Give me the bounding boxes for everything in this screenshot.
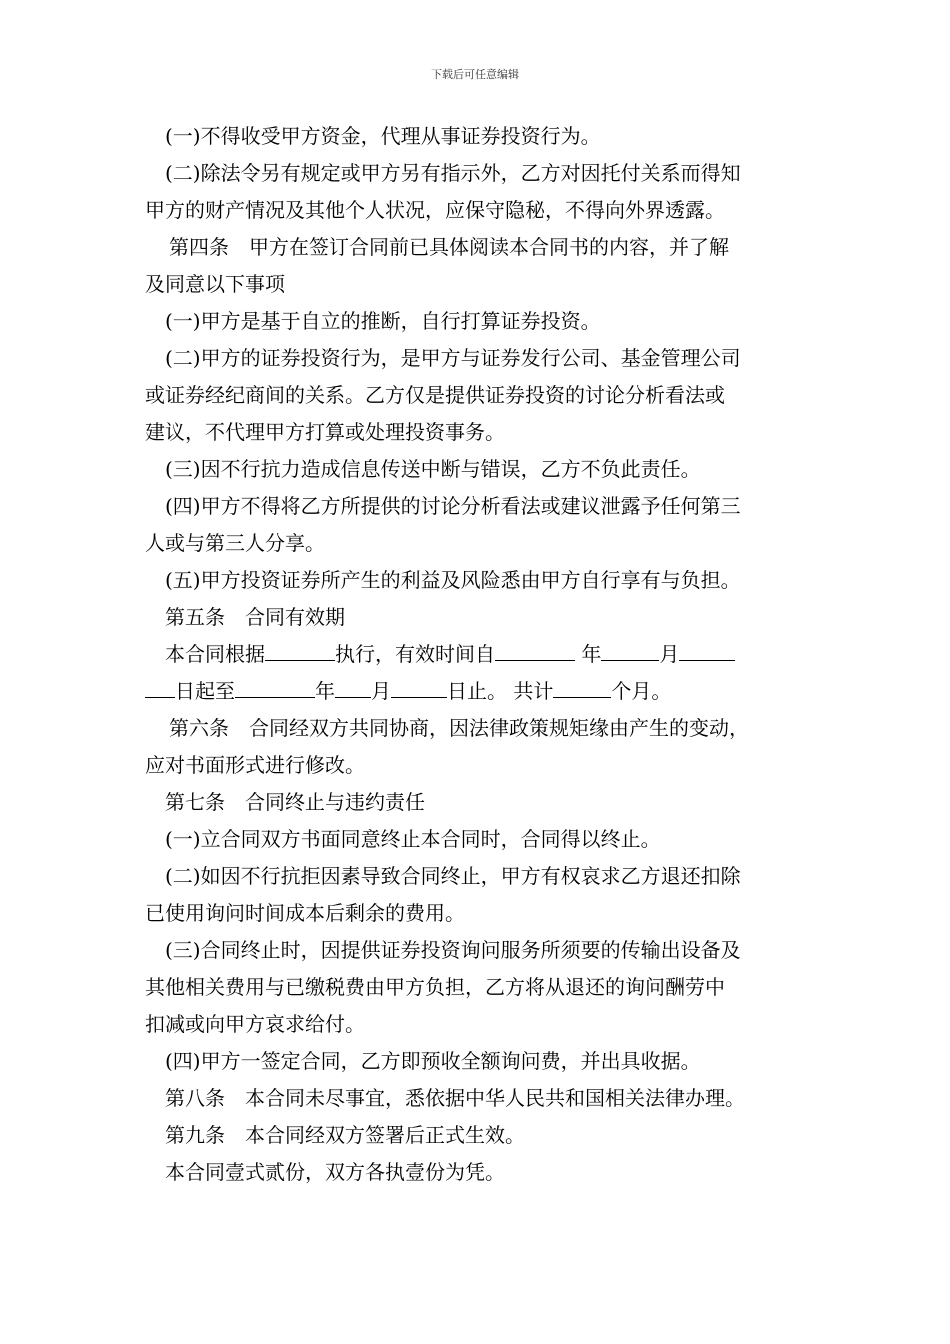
validity-text: 年 [575, 642, 602, 666]
validity-text: 年 [315, 679, 335, 703]
end-day-blank[interactable] [391, 675, 447, 698]
clause-line: 人或与第三人分享。 [145, 531, 325, 555]
validity-text: 本合同根据 [165, 642, 265, 666]
clause-line: (一)立合同双方书面同意终止本合同时，合同得以终止。 [165, 827, 661, 851]
basis-blank[interactable] [265, 638, 335, 661]
closing-line: 本合同壹式贰份，双方各执壹份为凭。 [165, 1160, 505, 1184]
clause-line: 扣减或向甲方哀求给付。 [145, 1012, 365, 1036]
start-year-blank[interactable] [495, 638, 575, 661]
clause-line: 及同意以下事项 [145, 272, 285, 296]
article-heading: 第八条 本合同未尽事宜，悉依据中华人民共和国相关法律办理。 [165, 1086, 745, 1110]
clause-line: (四)甲方一签定合同，乙方即预收全额询问费，并出具收据。 [165, 1049, 701, 1073]
clause-line: (二)如因不行抗拒因素导致合同终止，甲方有权哀求乙方退还扣除 [165, 864, 741, 888]
clause-line: 应对书面形式进行修改。 [145, 753, 365, 777]
clause-line: (一)不得收受甲方资金，代理从事证券投资行为。 [165, 124, 601, 148]
validity-text: 月 [371, 679, 391, 703]
article-heading: 第九条 本合同经双方签署后正式生效。 [165, 1123, 525, 1147]
clause-line: (三)因不行抗力造成信息传送中断与错误，乙方不负此责任。 [165, 457, 701, 481]
validity-text: 月 [659, 642, 680, 666]
clause-line: 其他相关费用与已缴税费由甲方负担，乙方将从退还的询问酬劳中 [145, 975, 725, 999]
clause-line: (二)甲方的证券投资行为，是甲方与证券发行公司、基金管理公司 [165, 346, 741, 370]
page-header: 下载后可任意编辑 [431, 68, 519, 81]
clause-line: 甲方的财产情况及其他个人状况，应保守隐秘，不得向外界透露。 [145, 198, 725, 222]
validity-text: 日起至 [175, 679, 235, 703]
validity-line-1 [145, 636, 825, 673]
clause-line: (二)除法令另有规定或甲方另有指示外，乙方对因托付关系而得知 [165, 161, 741, 185]
document-body [145, 118, 825, 1191]
clause-line: (一)甲方是基于自立的推断，自行打算证券投资。 [165, 309, 601, 333]
validity-text: 执行，有效时间自 [335, 642, 495, 666]
clause-line: 或证券经纪商间的关系。乙方仅是提供证券投资的讨论分析看法或 [145, 383, 725, 407]
article-heading: 第四条 甲方在签订合同前已具体阅读本合同书的内容，并了解 [169, 235, 729, 259]
validity-text: 日止。 共计 [447, 679, 554, 703]
total-months-blank[interactable] [553, 675, 611, 698]
clause-line: (五)甲方投资证券所产生的利益及风险悉由甲方自行享有与负担。 [165, 568, 741, 592]
start-month-blank[interactable] [601, 638, 659, 661]
validity-line-2 [145, 673, 825, 710]
start-day-blank[interactable] [679, 638, 735, 661]
end-year-blank[interactable] [235, 675, 315, 698]
clause-line: 建议，不代理甲方打算或处理投资事务。 [145, 420, 505, 444]
article-heading: 第七条 合同终止与违约责任 [165, 790, 425, 814]
clause-line: (三)合同终止时，因提供证券投资询问服务所须要的传输出设备及 [165, 938, 741, 962]
validity-text: 个月。 [611, 679, 672, 703]
clause-line: 已使用询问时间成本后剩余的费用。 [145, 901, 465, 925]
start-day-blank-cont[interactable] [145, 675, 175, 698]
clause-line: (四)甲方不得将乙方所提供的讨论分析看法或建议泄露予任何第三 [165, 494, 741, 518]
end-month-blank[interactable] [335, 675, 371, 698]
article-heading: 第五条 合同有效期 [165, 605, 345, 629]
article-heading: 第六条 合同经双方共同协商，因法律政策规矩缘由产生的变动， [169, 716, 749, 740]
